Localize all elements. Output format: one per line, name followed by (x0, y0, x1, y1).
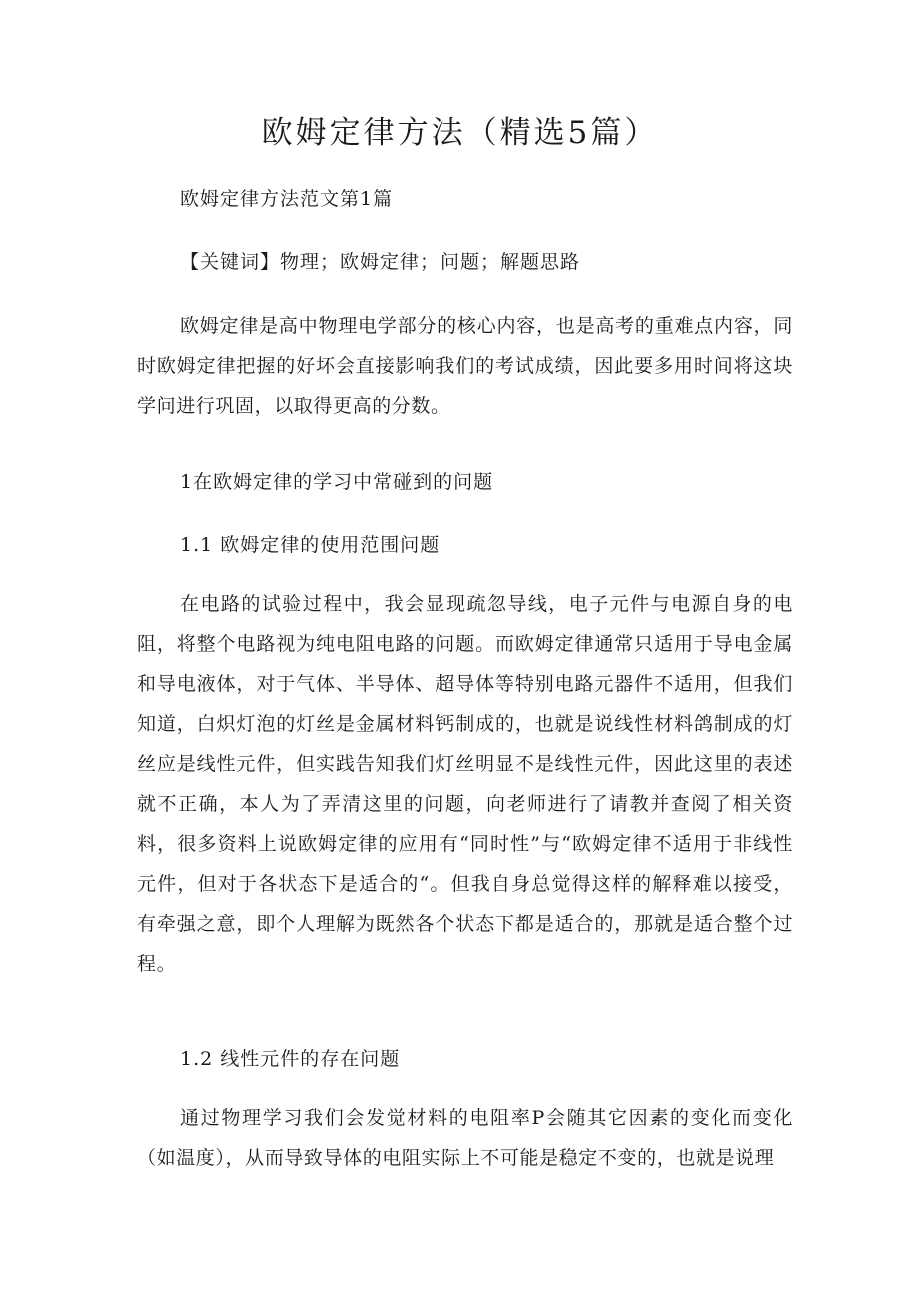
subsection-heading-1-2: 1.2 线性元件的存在问题 (180, 1048, 401, 1070)
section-heading-1: 1在欧姆定律的学习中常碰到的问题 (180, 471, 494, 493)
article-heading: 欧姆定律方法范文第1篇 (180, 188, 394, 210)
keywords-line: 【关键词】物理；欧姆定律；问题；解题思路 (180, 251, 581, 273)
paragraph-intro: 欧姆定律是高中物理电学部分的核心内容，也是高考的重难点内容，同时欧姆定律把握的好坏会直接影响我们的考试成绩，因此要多用时间将这块学问进行巩固，以取得更高的分数。 (137, 315, 793, 417)
paragraph-linear-element: 通过物理学习我们会发觉材料的电阻率P会随其它因素的变化而变化（如温度），从而导致导体的电阻实际上不可能是稳定不变的，也就是说理 (137, 1107, 793, 1169)
document-title: 欧姆定律方法（精选5篇） (261, 115, 659, 151)
subsection-heading-1-1: 1.1 欧姆定律的使用范围问题 (180, 534, 441, 556)
paragraph-scope: 在电路的试验过程中，我会显现疏忽导线，电子元件与电源自身的电阻，将整个电路视为纯电阻电路的问题。而欧姆定律通常只适用于导电金属和导电液体，对于气体、半导体、超导体等特别电路元器件不适用，但我们知道，白炽灯泡的灯丝是金属材料钙制成的，也就是说线性材料鸽制成的灯丝应是线性元件，但实践告知我们灯丝明显不是线性元件，因此这里的表述就不正确，本人为了弄清这里的问题，向老师进行了请教并查阅了相关资料，很多资料上说欧姆定律的应用有“同时性”与“欧姆定律不适用于非线性元件，但对于各状态下是适合的“。但我自身总觉得这样的解释难以接受，有牵强之意，即个人理解为既然各个状态下都是适合的，那就是适合整个过程。 (137, 593, 793, 975)
